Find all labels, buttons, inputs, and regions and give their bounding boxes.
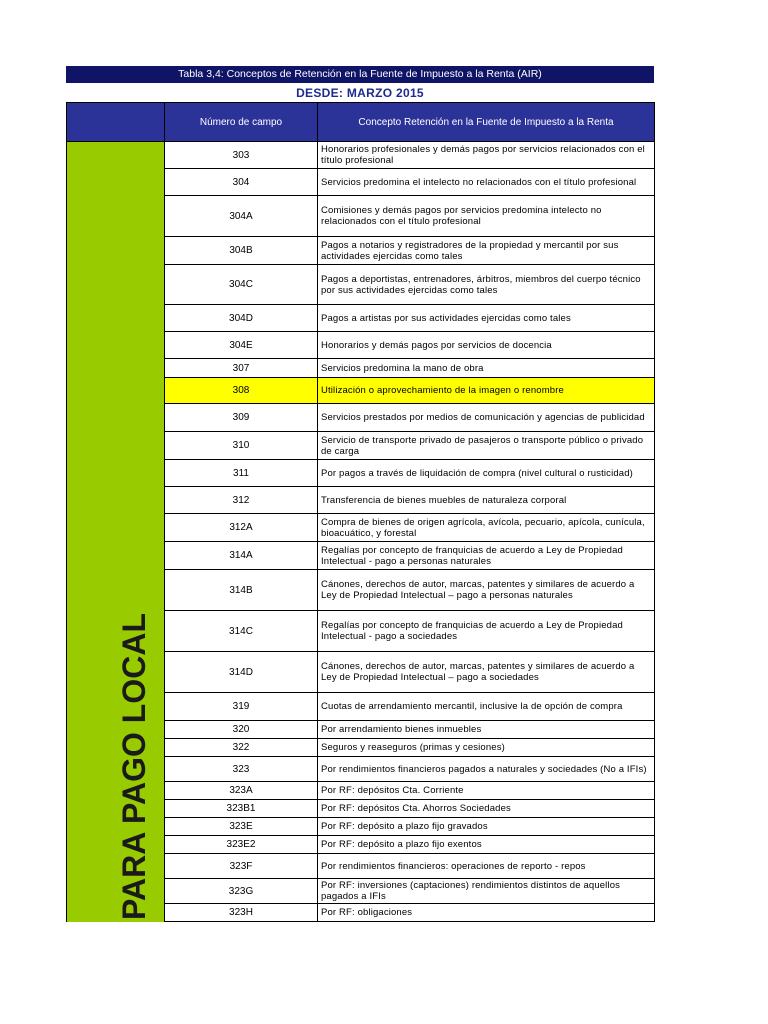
concepto-description-cell: Por rendimientos financieros: operaciones de reporto - repos <box>318 854 655 879</box>
concepto-description-cell: Cánones, derechos de autor, marcas, patentes y similares de acuerdo a Ley de Propiedad Intelectual – pago a sociedades <box>318 652 655 693</box>
table-header-row <box>67 103 655 142</box>
retention-table-container <box>66 102 654 922</box>
campo-number-cell: 323H <box>165 904 318 922</box>
concepto-description-cell: Por RF: inversiones (captaciones) rendimientos distintos de aquellos pagados a IFIs <box>318 879 655 904</box>
concepto-description-cell: Servicios predomina la mano de obra <box>318 359 655 378</box>
table-row <box>67 142 655 169</box>
campo-number-cell: 320 <box>165 721 318 739</box>
campo-number-cell: 323A <box>165 782 318 800</box>
campo-number-cell: 310 <box>165 432 318 460</box>
header-concepto: Concepto Retención en la Fuente de Impuesto a la Renta <box>318 103 655 142</box>
concepto-description-cell: Cuotas de arrendamiento mercantil, inclusive la de opción de compra <box>318 693 655 721</box>
campo-number-cell: 304E <box>165 332 318 359</box>
concepto-description-cell: Por RF: depósitos Cta. Corriente <box>318 782 655 800</box>
effective-date: DESDE: MARZO 2015 <box>296 86 424 100</box>
concepto-description-cell: Por RF: depósitos Cta. Ahorros Sociedades <box>318 800 655 818</box>
side-category-label: PARA PAGO LOCAL <box>116 612 152 920</box>
campo-number-cell: 314C <box>165 611 318 652</box>
campo-number-cell: 304C <box>165 265 318 305</box>
campo-number-cell: 323G <box>165 879 318 904</box>
side-category-cell <box>67 142 165 922</box>
concepto-description-cell: Cánones, derechos de autor, marcas, patentes y similares de acuerdo a Ley de Propiedad Intelectual – pago a personas naturales <box>318 570 655 611</box>
concepto-description-cell: Transferencia de bienes muebles de naturaleza corporal <box>318 487 655 514</box>
concepto-description-cell: Pagos a notarios y registradores de la propiedad y mercantil por sus actividades ejercidas como tales <box>318 237 655 265</box>
table-body <box>67 142 655 922</box>
campo-number-cell: 309 <box>165 404 318 432</box>
campo-number-cell: 323 <box>165 757 318 782</box>
concepto-description-cell: Comisiones y demás pagos por servicios predomina intelecto no relacionados con el título profesional <box>318 196 655 237</box>
campo-number-cell: 311 <box>165 460 318 487</box>
concepto-description-cell: Regalías por concepto de franquicias de acuerdo a Ley de Propiedad Intelectual - pago a personas naturales <box>318 542 655 570</box>
campo-number-cell: 314D <box>165 652 318 693</box>
concepto-description-cell: Servicios prestados por medios de comunicación y agencias de publicidad <box>318 404 655 432</box>
concepto-description-cell: Por arrendamiento bienes inmuebles <box>318 721 655 739</box>
campo-number-cell: 319 <box>165 693 318 721</box>
header-corner-cell <box>67 103 165 142</box>
concepto-description-cell: Seguros y reaseguros (primas y cesiones) <box>318 739 655 757</box>
concepto-description-cell: Servicios predomina el intelecto no relacionados con el título profesional <box>318 169 655 196</box>
campo-number-cell: 304 <box>165 169 318 196</box>
retention-table <box>66 102 655 922</box>
header-numero-campo: Número de campo <box>165 103 318 142</box>
concepto-description-cell: Honorarios y demás pagos por servicios de docencia <box>318 332 655 359</box>
campo-number-cell: 314A <box>165 542 318 570</box>
campo-number-cell: 323F <box>165 854 318 879</box>
table-title: Tabla 3,4: Conceptos de Retención en la Fuente de Impuesto a la Renta (AIR) <box>66 66 654 83</box>
campo-number-cell: 323E2 <box>165 836 318 854</box>
concepto-description-cell: Utilización o aprovechamiento de la imagen o renombre <box>318 378 655 404</box>
campo-number-cell: 303 <box>165 142 318 169</box>
campo-number-cell: 304B <box>165 237 318 265</box>
campo-number-cell: 314B <box>165 570 318 611</box>
campo-number-cell: 304A <box>165 196 318 237</box>
campo-number-cell: 323B1 <box>165 800 318 818</box>
concepto-description-cell: Por pagos a través de liquidación de compra (nivel cultural o rusticidad) <box>318 460 655 487</box>
campo-number-cell: 308 <box>165 378 318 404</box>
campo-number-cell: 307 <box>165 359 318 378</box>
concepto-description-cell: Por RF: obligaciones <box>318 904 655 922</box>
concepto-description-cell: Pagos a artistas por sus actividades ejercidas como tales <box>318 305 655 332</box>
concepto-description-cell: Por RF: depósito a plazo fijo gravados <box>318 818 655 836</box>
concepto-description-cell: Por RF: depósito a plazo fijo exentos <box>318 836 655 854</box>
campo-number-cell: 322 <box>165 739 318 757</box>
concepto-description-cell: Compra de bienes de origen agrícola, avícola, pecuario, apícola, cunícula, bioacuático, y forestal <box>318 514 655 542</box>
concepto-description-cell: Por rendimientos financieros pagados a naturales y sociedades (No a IFIs) <box>318 757 655 782</box>
concepto-description-cell: Honorarios profesionales y demás pagos por servicios relacionados con el título profesional <box>318 142 655 169</box>
campo-number-cell: 323E <box>165 818 318 836</box>
concepto-description-cell: Servicio de transporte privado de pasajeros o transporte público o privado de carga <box>318 432 655 460</box>
concepto-description-cell: Pagos a deportistas, entrenadores, árbitros, miembros del cuerpo técnico por sus actividades ejercidas como tales <box>318 265 655 305</box>
concepto-description-cell: Regalías por concepto de franquicias de acuerdo a Ley de Propiedad Intelectual - pago a sociedades <box>318 611 655 652</box>
campo-number-cell: 304D <box>165 305 318 332</box>
campo-number-cell: 312 <box>165 487 318 514</box>
campo-number-cell: 312A <box>165 514 318 542</box>
